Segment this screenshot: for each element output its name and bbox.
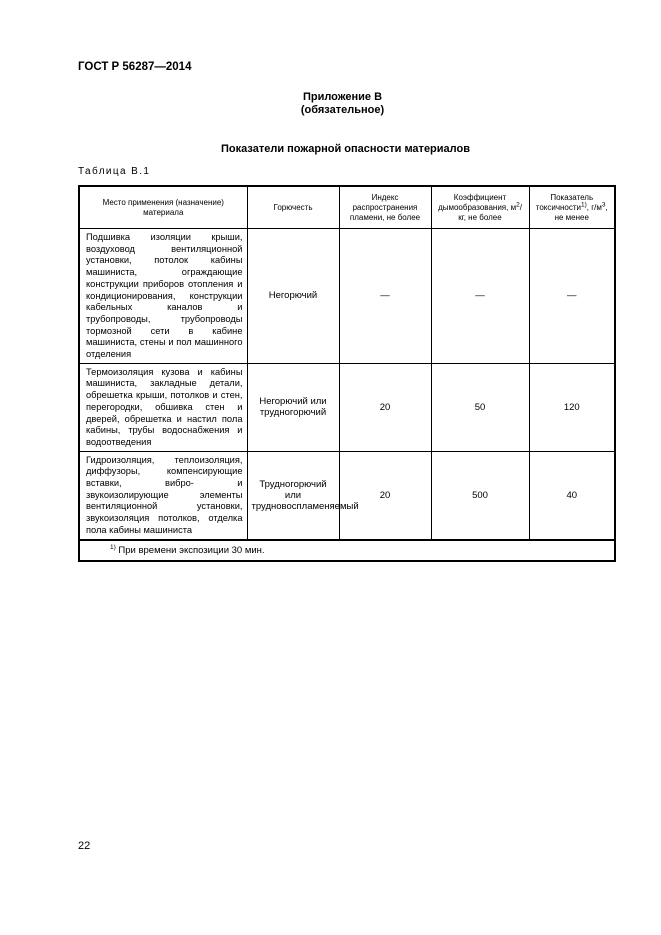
cell-combustibility: Негорючий — [247, 229, 339, 364]
cell-smoke: 50 — [431, 363, 529, 451]
header-place: Место применения (назначение) материала — [79, 186, 247, 229]
cell-flame-index: 20 — [339, 363, 431, 451]
cell-toxicity: — — [529, 229, 615, 364]
section-title: Показатели пожарной опасности материалов — [221, 143, 470, 155]
appendix-title: Приложение В — [302, 91, 383, 103]
cell-toxicity: 120 — [529, 363, 615, 451]
cell-place: Гидроизоляция, теплоизоляция, диффузоры, компенсирующие вставки, вибро- и звукоизолирующие элементы вентиляционной установки, звукоизоляция потолков, отделка пола кабины машиниста — [79, 451, 247, 539]
cell-combustibility: Негорючий или трудногорючий — [247, 363, 339, 451]
cell-flame-index: — — [339, 229, 431, 364]
page-number: 22 — [78, 840, 91, 852]
table-footnote: $^{1)}$ При времени экспозиции 30 мин. — [79, 540, 615, 561]
table-row — [79, 363, 615, 451]
cell-flame-index: 20 — [339, 451, 431, 539]
cell-place: Подшивка изоляции крыши, воздуховод вентиляционной установки, потолок кабины машиниста, ограждающие конструкции приборов отопления и кондиционирования, конструкции кабельных каналов и трубопроводы, трубопроводы тормозной сети в кабине машиниста, стены и пол машинного отделения — [79, 229, 247, 364]
header-smoke-coefficient: Коэффициент дымообразования, $м^2/кг$, не более — [431, 186, 529, 229]
cell-combustibility: Трудногорючий или трудновоспламеняемый — [247, 451, 339, 539]
table-row — [79, 229, 615, 364]
document-code: ГОСТ Р 56287—2014 — [78, 61, 192, 73]
table-caption: Таблица В.1 — [78, 166, 151, 177]
header-toxicity: Показатель токсичности$^{1)}$, $г/м^3$, не менее — [529, 186, 615, 229]
cell-toxicity: 40 — [529, 451, 615, 539]
table-row — [79, 451, 615, 539]
header-flame-index: Индекс распространения пламени, не более — [339, 186, 431, 229]
fire-hazard-table — [78, 185, 616, 562]
cell-place: Термоизоляция кузова и кабины машиниста, закладные детали, обрешетка крыши, потолков и стен, перегородки, обшивка стен и дверей, обрешетка и настил пола кабины, трубы водоснабжения и водоотведения — [79, 363, 247, 451]
cell-smoke: 500 — [431, 451, 529, 539]
cell-smoke: — — [431, 229, 529, 364]
table-footnote-row — [79, 540, 615, 561]
table-header-row — [79, 186, 615, 229]
appendix-status: (обязательное) — [300, 104, 385, 116]
header-combustibility: Горючесть — [247, 186, 339, 229]
